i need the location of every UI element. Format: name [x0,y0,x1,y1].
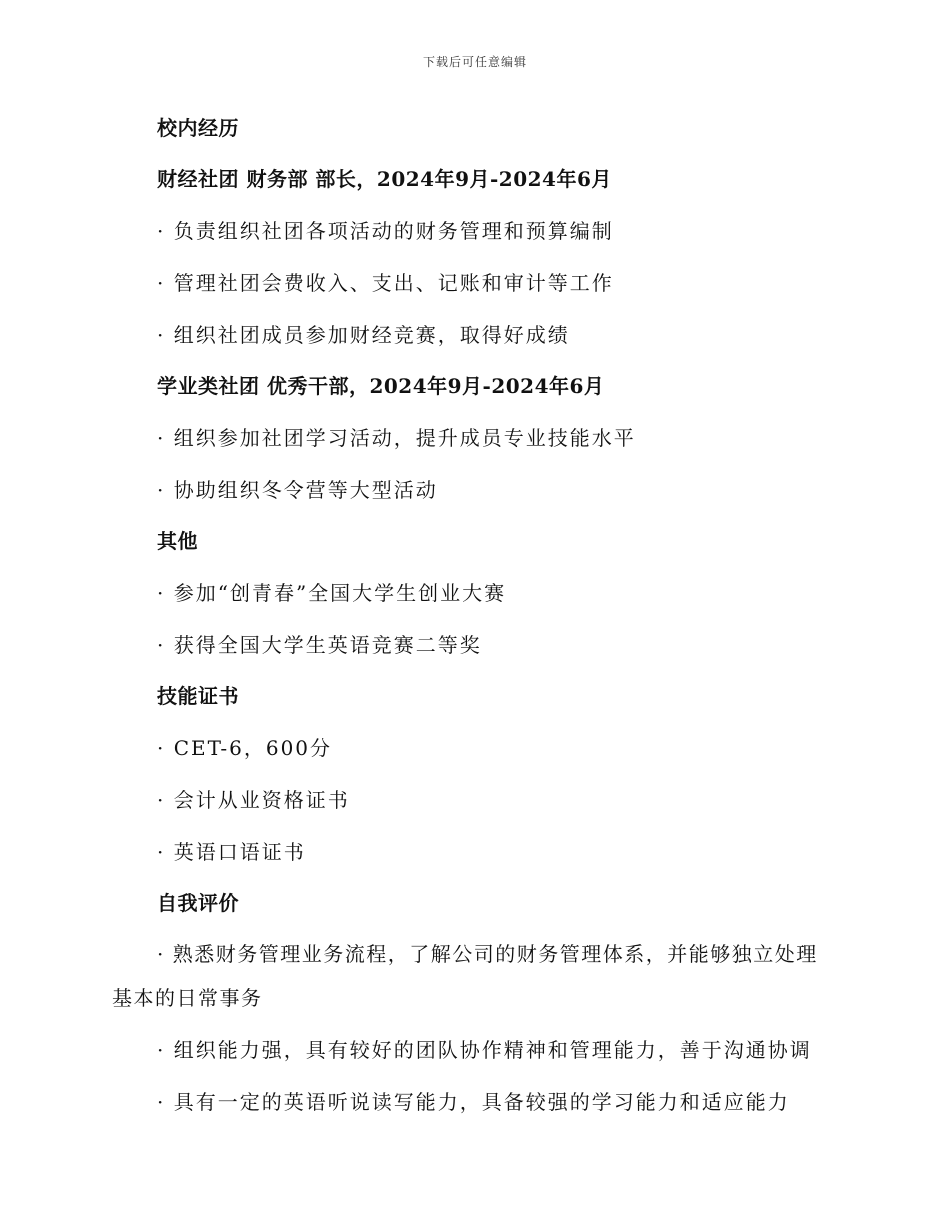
section-title-campus: 校内经历 [157,116,239,140]
self-eval-item: · 具有一定的英语听说读写能力，具备较强的学习能力和适应能力 [157,1090,790,1114]
page-header: 下载后可任意编辑 [422,55,527,69]
list-item: · 英语口语证书 [157,840,306,864]
section-title-other: 其他 [157,529,198,553]
list-item: · 管理社团会费收入、支出、记账和审计等工作 [157,271,614,295]
list-item: · 参加“创青春”全国大学生创业大赛 [157,581,507,605]
list-item: · 负责组织社团各项活动的财务管理和预算编制 [157,219,614,243]
list-item: · 会计从业资格证书 [157,788,350,812]
list-item: · CET-6，600分 [157,736,333,760]
self-eval-item: · 熟悉财务管理业务流程，了解公司的财务管理体系，并能够独立处理基本的日常事务 [112,942,818,1010]
self-eval-item: · 组织能力强，具有较好的团队协作精神和管理能力，善于沟通协调 [157,1038,812,1062]
list-item: · 组织社团成员参加财经竞赛，取得好成绩 [157,323,570,347]
list-item: · 获得全国大学生英语竞赛二等奖 [157,633,482,657]
role-title-academic: 学业类社团 优秀干部，2024年9月-2024年6月 [157,374,605,398]
role-title-finance: 财经社团 财务部 部长，2024年9月-2024年6月 [157,167,612,191]
list-item: · 协助组织冬令营等大型活动 [157,478,438,502]
section-title-self: 自我评价 [157,891,239,915]
list-item: · 组织参加社团学习活动，提升成员专业技能水平 [157,426,636,450]
section-title-skills: 技能证书 [157,684,239,708]
